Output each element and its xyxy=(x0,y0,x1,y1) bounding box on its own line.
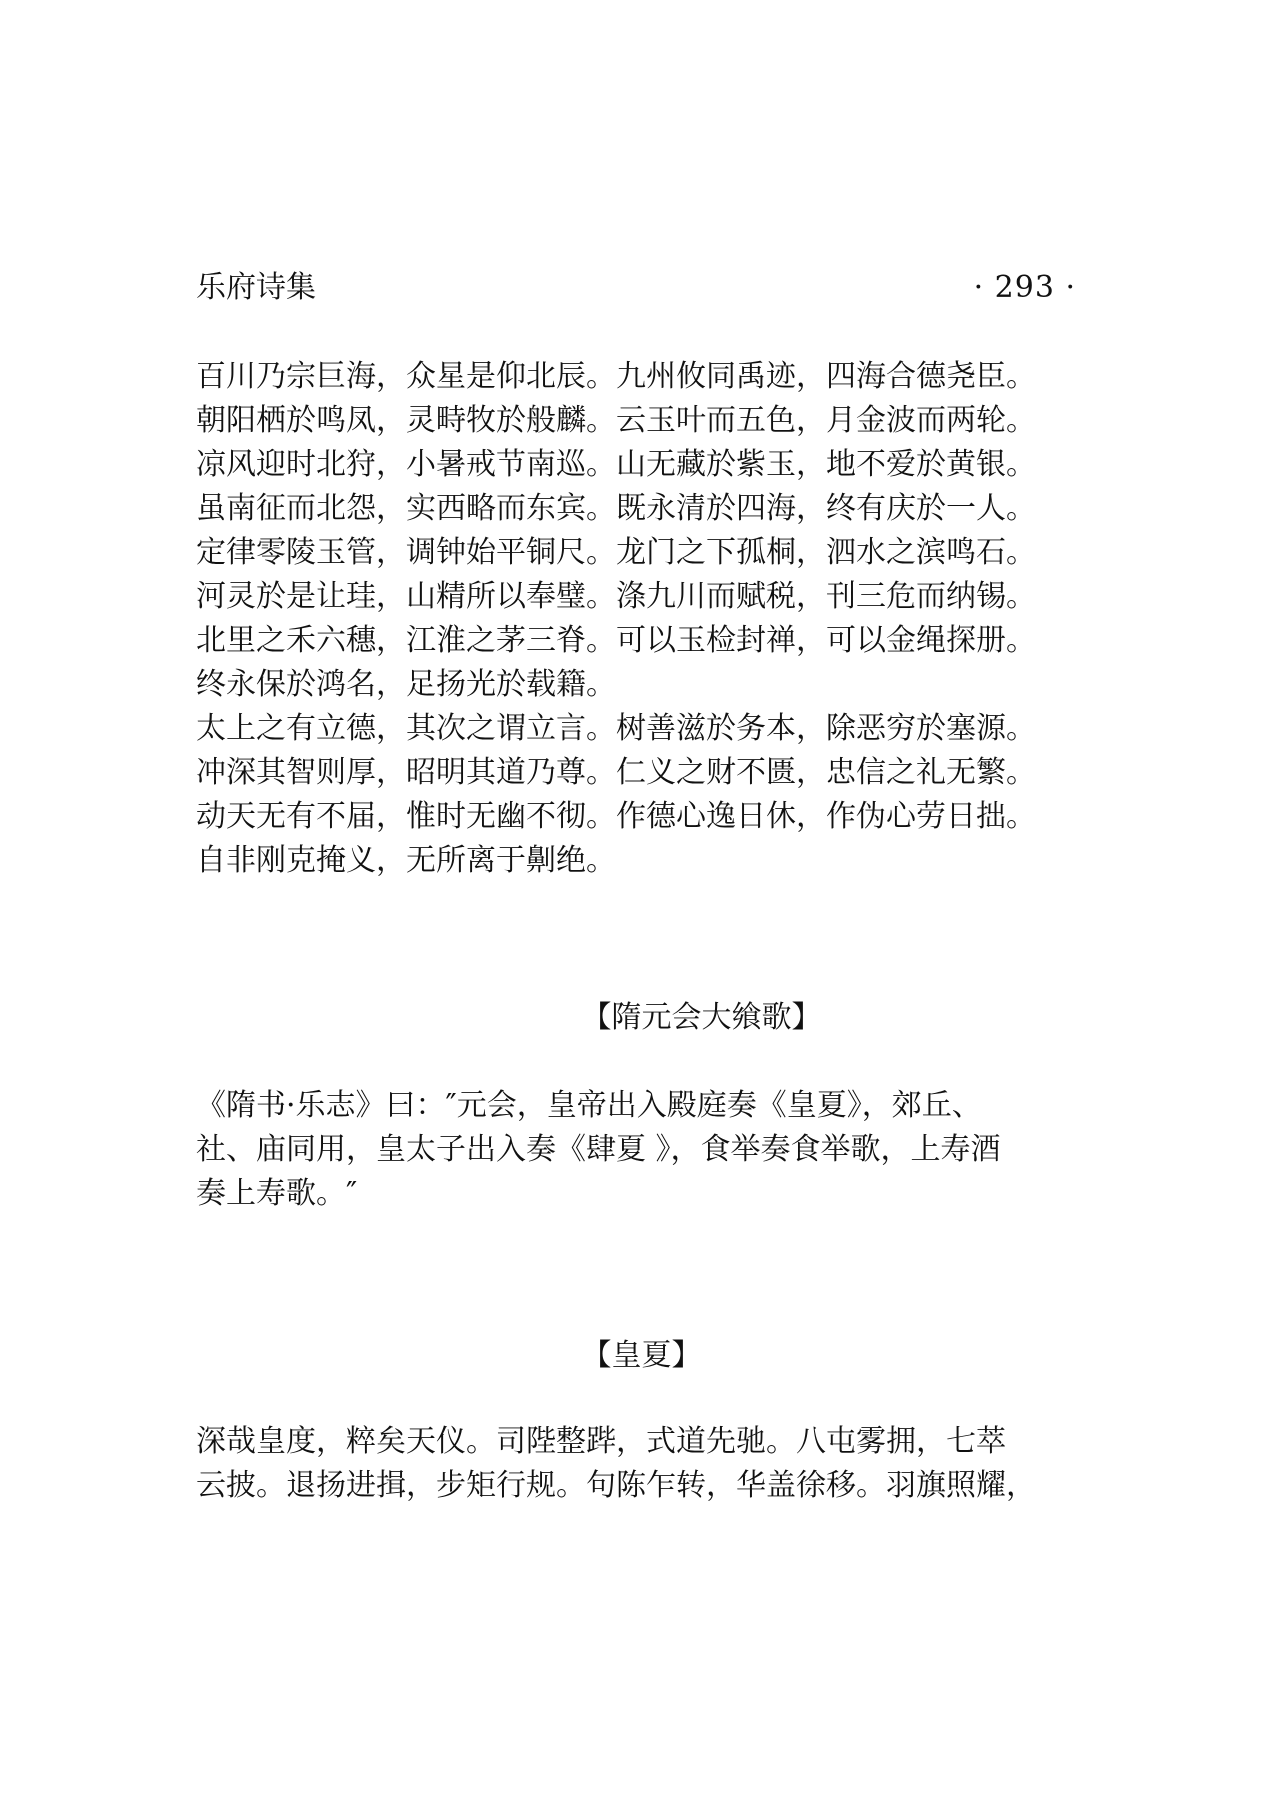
text-line: 朝阳栖於鸣凤，灵畤牧於般麟。云玉叶而五色，月金波而两轮。 xyxy=(196,403,1036,438)
text-line: 定律零陵玉管，调钟始平铜尺。龙门之下孤桐，泗水之滨鸣石。 xyxy=(196,535,1036,570)
poem-text-block xyxy=(196,1420,1116,1508)
text-line: 凉风迎时北狩，小暑戒节南巡。山无藏於紫玉，地不爱於黄银。 xyxy=(196,447,1036,482)
book-title: 乐府诗集 xyxy=(196,270,316,305)
text-line: 虽南征而北怨，实西略而东宾。既永清於四海，终有庆於一人。 xyxy=(196,491,1036,526)
text-line: 社、庙同用，皇太子出入奏《肆夏 》，食举奏食举歌，上寿酒 xyxy=(196,1132,1001,1167)
text-line: 太上之有立德，其次之谓立言。树善滋於务本，除恶穷於塞源。 xyxy=(196,711,1036,746)
section-heading: 【皇夏】 xyxy=(581,1338,702,1373)
section-heading: 【隋元会大飨歌】 xyxy=(581,1000,822,1035)
poem-text-block xyxy=(196,355,1116,883)
page-header xyxy=(196,268,1076,308)
text-line: 自非刚克掩义，无所离于劓绝。 xyxy=(196,843,616,878)
text-line: 冲深其智则厚，昭明其道乃尊。仁义之财不匮，忠信之礼无繁。 xyxy=(196,755,1036,790)
text-line: 北里之禾六穗，江淮之茅三脊。可以玉检封禅，可以金绳探册。 xyxy=(196,623,1036,658)
text-line: 动天无有不届，惟时无幽不彻。作德心逸日休，作伪心劳日拙。 xyxy=(196,799,1036,834)
text-line: 《隋书·乐志》曰：″元会，皇帝出入殿庭奏《皇夏》，郊丘、 xyxy=(196,1088,982,1123)
text-line: 云披。退扬进揖，步矩行规。句陈乍转，华盖徐移。羽旗照耀， xyxy=(196,1468,1036,1503)
page-number: · 293 · xyxy=(973,270,1076,305)
text-line: 百川乃宗巨海，众星是仰北辰。九州攸同禹迹，四海合德尧臣。 xyxy=(196,359,1036,394)
text-line: 终永保於鸿名，足扬光於载籍。 xyxy=(196,667,616,702)
text-line: 奏上寿歌。″ xyxy=(196,1176,358,1211)
text-line: 深哉皇度，粹矣天仪。司陛整跸，式道先驰。八屯雾拥，七萃 xyxy=(196,1424,1006,1459)
intro-text-block xyxy=(196,1084,1116,1216)
text-line: 河灵於是让珪，山精所以奉璧。涤九川而赋税，刊三危而纳锡。 xyxy=(196,579,1036,614)
